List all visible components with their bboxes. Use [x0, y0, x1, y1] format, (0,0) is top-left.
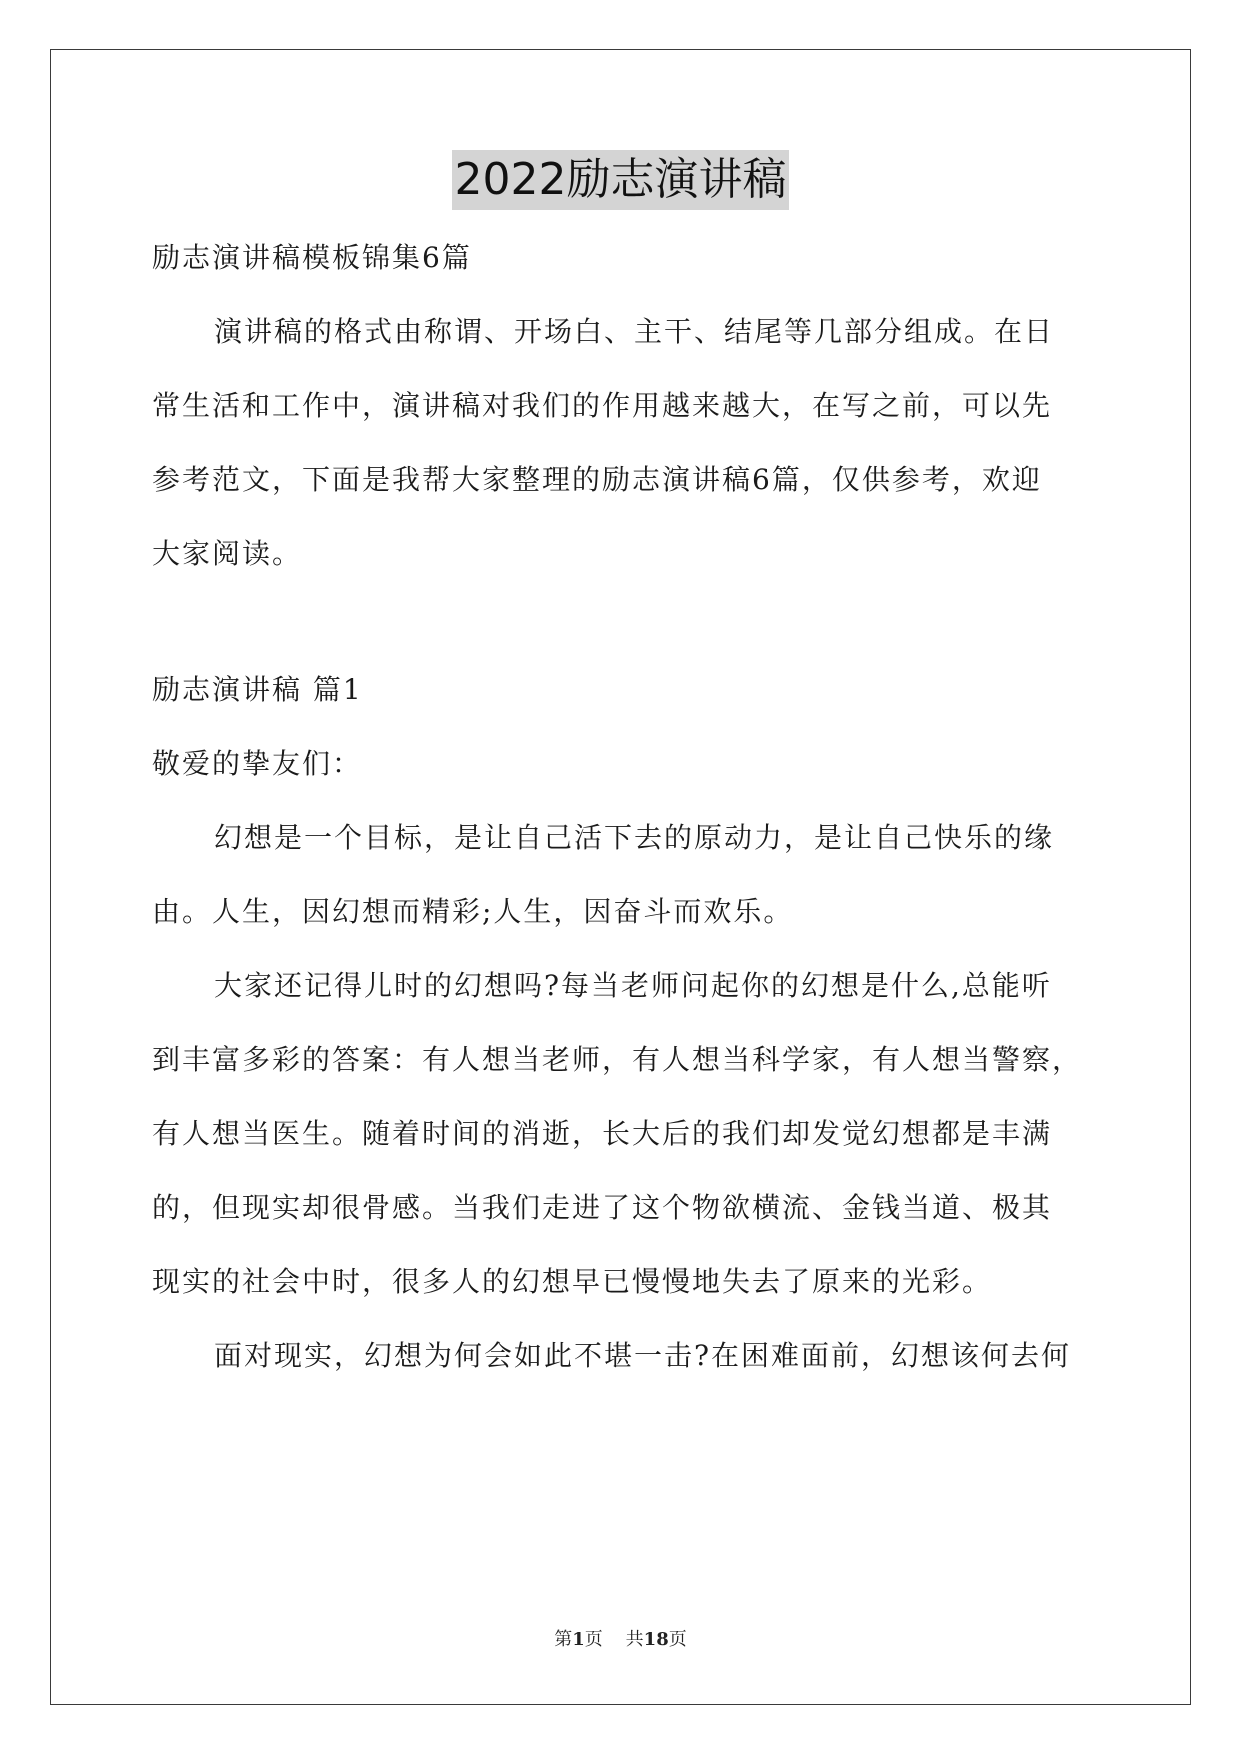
footer-page-number: 1 — [572, 1629, 585, 1650]
footer-prefix: 第 — [554, 1629, 573, 1650]
intro-line-2: 常生活和工作中，演讲稿对我们的作用越来越大，在写之前，可以先 — [152, 389, 1053, 422]
para2-line-5: 现实的社会中时，很多人的幻想早已慢慢地失去了原来的光彩。 — [152, 1265, 993, 1298]
footer-total-pages: 18 — [643, 1629, 669, 1650]
para2-line-4: 的，但现实却很骨感。当我们走进了这个物欲横流、金钱当道、极其 — [152, 1191, 1053, 1224]
salutation: 敬爱的挚友们： — [152, 747, 363, 780]
document-title: 2022励志演讲稿 — [452, 150, 790, 210]
para3-line-1: 面对现实，幻想为何会如此不堪一击?在困难面前，幻想该何去何 — [214, 1339, 1072, 1372]
para1-line-1: 幻想是一个目标，是让自己活下去的原动力，是让自己快乐的缘 — [214, 821, 1055, 854]
para2-line-3: 有人想当医生。随着时间的消逝，长大后的我们却发觉幻想都是丰满 — [152, 1117, 1053, 1150]
footer-total-prefix: 共 — [625, 1629, 644, 1650]
document-subtitle: 励志演讲稿模板锦集6篇 — [152, 241, 472, 274]
intro-line-4: 大家阅读。 — [152, 537, 303, 570]
intro-line-3: 参考范文，下面是我帮大家整理的励志演讲稿6篇，仅供参考，欢迎 — [152, 463, 1042, 496]
intro-line-1: 演讲稿的格式由称谓、开场白、主干、结尾等几部分组成。在日 — [214, 315, 1055, 348]
section-heading: 励志演讲稿 篇1 — [152, 673, 363, 706]
footer-total-suffix: 页 — [668, 1629, 687, 1650]
para2-line-1: 大家还记得儿时的幻想吗?每当老师问起你的幻想是什么,总能听 — [214, 969, 1052, 1002]
title-container — [0, 150, 1241, 210]
para1-line-2: 由。人生，因幻想而精彩;人生，因奋斗而欢乐。 — [152, 895, 794, 928]
footer-page-suffix: 页 — [584, 1629, 603, 1650]
page-footer — [0, 1625, 1241, 1651]
para2-line-2: 到丰富多彩的答案：有人想当老师，有人想当科学家，有人想当警察， — [152, 1043, 1083, 1076]
